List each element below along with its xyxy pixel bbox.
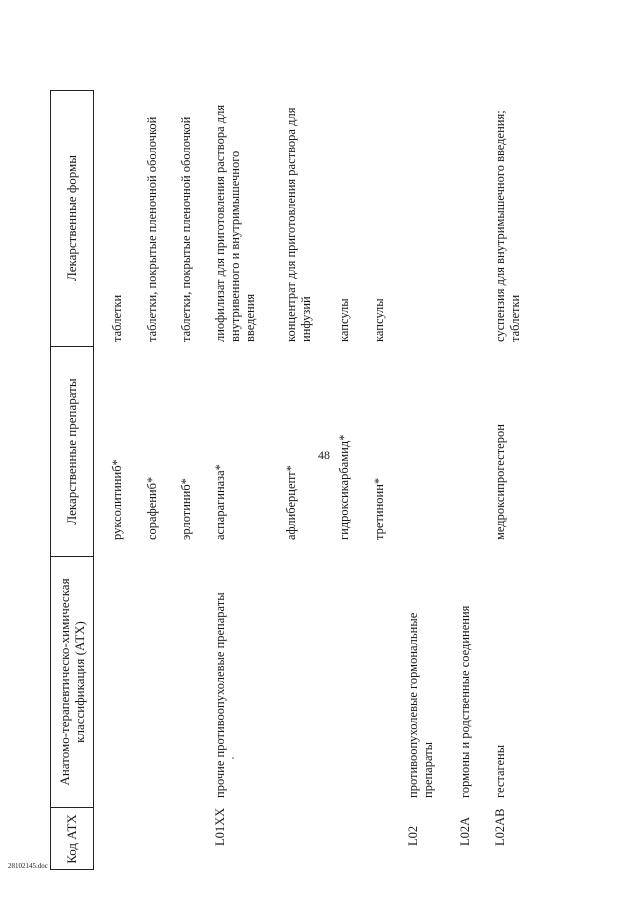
atc-code: L01XX: [213, 807, 227, 846]
drug-form: капсулы: [372, 298, 386, 342]
drug-form: концентрат для приготовления раствора для инфузий: [284, 107, 313, 342]
drug-form: суспензия для внутримышечного введения; таблетки: [493, 110, 522, 342]
atc-class: гестагены: [493, 744, 507, 798]
atc-class: противоопухолевые гормональные препараты: [406, 612, 435, 798]
atc-code: L02: [406, 825, 420, 846]
atc-code: L02AB: [493, 808, 507, 846]
header-classification: Анатомо-терапевтическо-химическая классификация (АТХ): [56, 578, 87, 786]
footer-filename: 28102145.doc: [8, 862, 48, 870]
header-code: Код АТХ: [64, 814, 79, 864]
header-drugs: Лекарственные препараты: [64, 378, 79, 525]
drug-form: капсулы: [337, 298, 351, 342]
drug-table: [50, 90, 595, 870]
drug-form: лиофилизат для приготовления раствора для внутривенного и внутримышечного введения: [213, 104, 257, 342]
header-forms: Лекарственные формы: [64, 154, 79, 282]
atc-code: L02A: [458, 816, 472, 846]
page-number: 48: [318, 448, 330, 462]
drug-name: аспарагиназа*: [213, 464, 227, 540]
drug-name: афлиберцепт*: [284, 465, 298, 540]
drug-form: таблетки: [110, 294, 124, 342]
drug-name: третиноин*: [372, 477, 386, 540]
drug-name: медроксипрогестерон: [493, 424, 507, 540]
table-header-border: [93, 90, 94, 870]
drug-name: сорафениб*: [145, 476, 159, 540]
drug-name: гидроксикарбамид*: [337, 434, 351, 540]
drug-name: эрлотиниб*: [179, 478, 193, 540]
drug-name: руксолитиниб*: [110, 459, 124, 540]
atc-class: гормоны и родственные соединения: [458, 605, 472, 798]
atc-class: прочие противоопухолевые препараты: [213, 592, 227, 798]
drug-form: таблетки, покрытые пленочной оболочкой: [179, 116, 193, 342]
drug-form: таблетки, покрытые пленочной оболочкой: [145, 116, 159, 342]
